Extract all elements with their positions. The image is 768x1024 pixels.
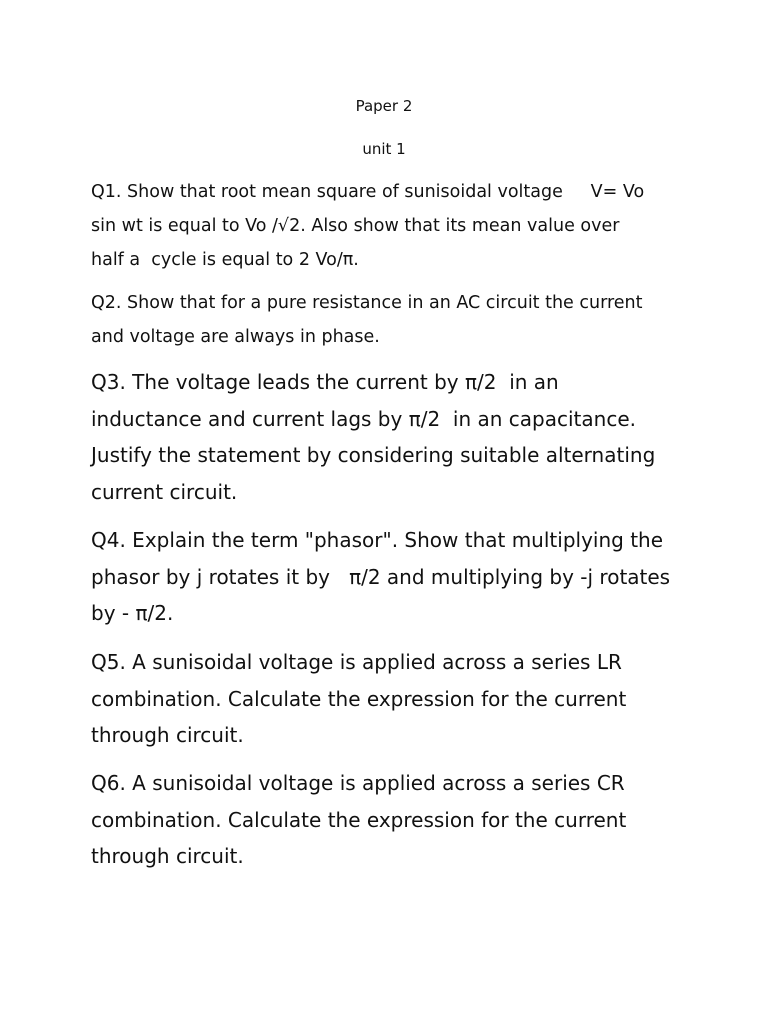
question-3 (91, 364, 655, 510)
question-2 (91, 286, 643, 354)
question-6-line-1: Q6. A sunisoidal voltage is applied across a series CR (91, 771, 625, 795)
question-2-line-2: and voltage are always in phase. (91, 327, 380, 347)
question-5-line-1: Q5. A sunisoidal voltage is applied across a series LR (91, 650, 622, 674)
question-5-line-2: combination. Calculate the expression for the current (91, 686, 627, 711)
paper-title: Paper 2 (355, 97, 413, 115)
question-4-line-3: by - π/2. (91, 601, 174, 625)
question-3-line-1: Q3. The voltage leads the current by π/2 in an (91, 370, 559, 394)
question-5-line-3: through circuit. (91, 723, 244, 747)
question-2-line-1: Q2. Show that for a pure resistance in an AC circuit the current (91, 293, 643, 313)
question-1 (91, 175, 644, 277)
question-3-line-2: inductance and current lags by π/2 in an capacitance. (91, 406, 636, 431)
question-6-line-2: combination. Calculate the expression for the current (91, 807, 627, 832)
question-1-line-1: Q1. Show that root mean square of sunisoidal voltage V= Vo (91, 182, 645, 202)
question-5 (91, 644, 626, 754)
question-4-line-1: Q4. Explain the term "phasor". Show that multiplying the (91, 528, 664, 552)
question-4 (91, 522, 670, 632)
question-6 (91, 765, 626, 875)
question-4-line-2: phasor by j rotates it by π/2 and multiplying by -j rotates (91, 564, 671, 589)
question-3-line-4: current circuit. (91, 479, 238, 504)
question-1-line-2: sin wt is equal to Vo /√2. Also show that its mean value over (91, 216, 620, 236)
unit-title: unit 1 (362, 140, 406, 158)
question-6-line-3: through circuit. (91, 844, 244, 868)
question-3-line-3: Justify the statement by considering suitable alternating (91, 443, 656, 467)
question-1-line-3: half a cycle is equal to 2 Vo/π. (91, 250, 359, 270)
